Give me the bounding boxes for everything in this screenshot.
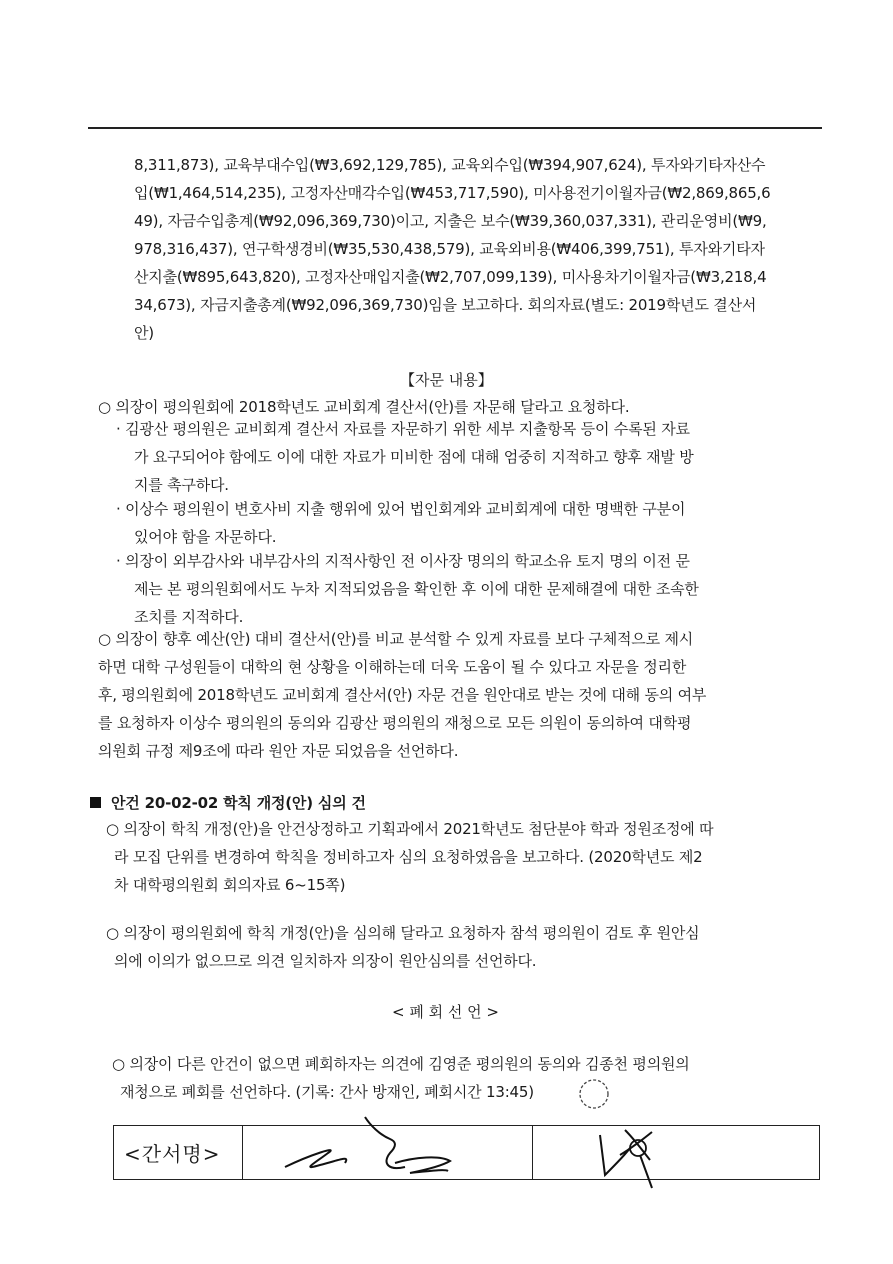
text-line: 의에 이의가 없으므로 의견 일치하자 의장이 원안심의를 선언하다. — [114, 952, 537, 970]
signature-cell-2 — [532, 1126, 819, 1179]
text-line: 34,673), 자금지출총계(₩92,096,369,730)임을 보고하다. 회의자료(별도: 2019학년도 결산서 — [134, 296, 757, 314]
text-line: 가 요구되어야 함에도 이에 대한 자료가 미비한 점에 대해 엄중히 지적하고 향후 재발 방 — [134, 448, 694, 466]
text-line: ○ 의장이 평의원회에 2018학년도 교비회계 결산서(안)를 자문해 달라고 요청하다. — [98, 398, 630, 416]
time-circle-mark — [570, 1075, 620, 1115]
advice-bullet-2 — [116, 495, 685, 551]
text-line: 조치를 지적하다. — [134, 608, 244, 626]
handwritten-signature-2 — [580, 1110, 670, 1195]
agenda-decision-paragraph — [106, 919, 699, 975]
settlement-report-paragraph — [134, 151, 770, 347]
text-line: · 김광산 평의원은 교비회계 결산서 자료를 자문하기 위한 세부 지출항목 등이 수록된 자료 — [116, 420, 690, 438]
text-line: 재청으로 폐회를 선언하다. (기록: 간사 방재인, 폐회시간 13:45) — [120, 1083, 534, 1101]
text-line: ○ 의장이 평의원회에 학칙 개정(안)을 심의해 달라고 요청하자 참석 평의원이 검토 후 원안심 — [106, 924, 700, 942]
text-line: 978,316,437), 연구학생경비(₩35,530,438,579), 교육외비용(₩406,399,751), 투자와기타자 — [134, 240, 765, 258]
text-line: · 의장이 외부감사와 내부감사의 지적사항인 전 이사장 명의의 학교소유 토지 명의 이전 문 — [116, 552, 690, 570]
text-line: 8,311,873), 교육부대수입(₩3,692,129,785), 교육외수입(₩394,907,624), 투자와기타자산수 — [134, 156, 766, 174]
text-line: 를 요청하자 이상수 평의원의 동의와 김광산 평의원의 재청으로 모든 의원이 동의하여 대학평 — [98, 714, 692, 732]
agenda-title — [90, 789, 366, 817]
signature-label: <간서명> — [124, 1142, 221, 1166]
text-line: 의원회 규정 제9조에 따라 원안 자문 되었음을 선언하다. — [98, 742, 459, 760]
text-line: 산지출(₩895,643,820), 고정자산매입지출(₩2,707,099,139), 미사용차기이월자금(₩3,218,4 — [134, 268, 767, 286]
square-bullet-icon — [90, 797, 101, 808]
advice-heading: 【자문 내용】 — [400, 371, 493, 389]
agenda-report-paragraph — [106, 815, 713, 899]
text-line: 있어야 함을 자문하다. — [134, 528, 277, 546]
text-line: · 이상수 평의원이 변호사비 지출 행위에 있어 법인회계와 교비회계에 대한 명백한 구분이 — [116, 500, 686, 518]
agenda-title-text: 안건 20-02-02 학칙 개정(안) 심의 건 — [111, 794, 366, 812]
text-line: 지를 촉구하다. — [134, 476, 229, 494]
text-line: 안) — [134, 324, 154, 342]
signature-label-cell — [114, 1126, 243, 1179]
text-line: 후, 평의원회에 2018학년도 교비회계 결산서(안) 자문 건을 원안대로 받는 것에 대해 동의 여부 — [98, 686, 707, 704]
handwritten-signature-1 — [270, 1105, 470, 1185]
advice-bullet-3 — [116, 547, 699, 631]
advice-bullet-1 — [116, 415, 694, 499]
text-line: 입(₩1,464,514,235), 고정자산매각수입(₩453,717,590), 미사용전기이월자금(₩2,869,865,6 — [134, 184, 771, 202]
text-line: ○ 의장이 향후 예산(안) 대비 결산서(안)를 비교 분석할 수 있게 자료를 보다 구체적으로 제시 — [98, 630, 694, 648]
advice-summary-paragraph — [98, 625, 706, 765]
header-rule — [88, 127, 822, 129]
closing-heading: < 폐 회 선 언 > — [392, 1003, 499, 1021]
text-line: 49), 자금수입총계(₩92,096,369,730)이고, 지출은 보수(₩39,360,037,331), 관리운영비(₩9, — [134, 212, 767, 230]
text-line: ○ 의장이 다른 안건이 없으면 폐회하자는 의견에 김영준 평의원의 동의와 김종천 평의원의 — [112, 1055, 690, 1073]
text-line: 라 모집 단위를 변경하여 학칙을 정비하고자 심의 요청하였음을 보고하다. (2020학년도 제2 — [114, 848, 703, 866]
text-line: 제는 본 평의원회에서도 누차 지적되었음을 확인한 후 이에 대한 문제해결에 대한 조속한 — [134, 580, 699, 598]
text-line: ○ 의장이 학칙 개정(안)을 안건상정하고 기획과에서 2021학년도 첨단분야 학과 정원조정에 따 — [106, 820, 714, 838]
text-line: 차 대학평의원회 회의자료 6~15쪽) — [114, 876, 346, 894]
text-line: 하면 대학 구성원들이 대학의 현 상황을 이해하는데 더욱 도움이 될 수 있다고 자문을 정리한 — [98, 658, 687, 676]
